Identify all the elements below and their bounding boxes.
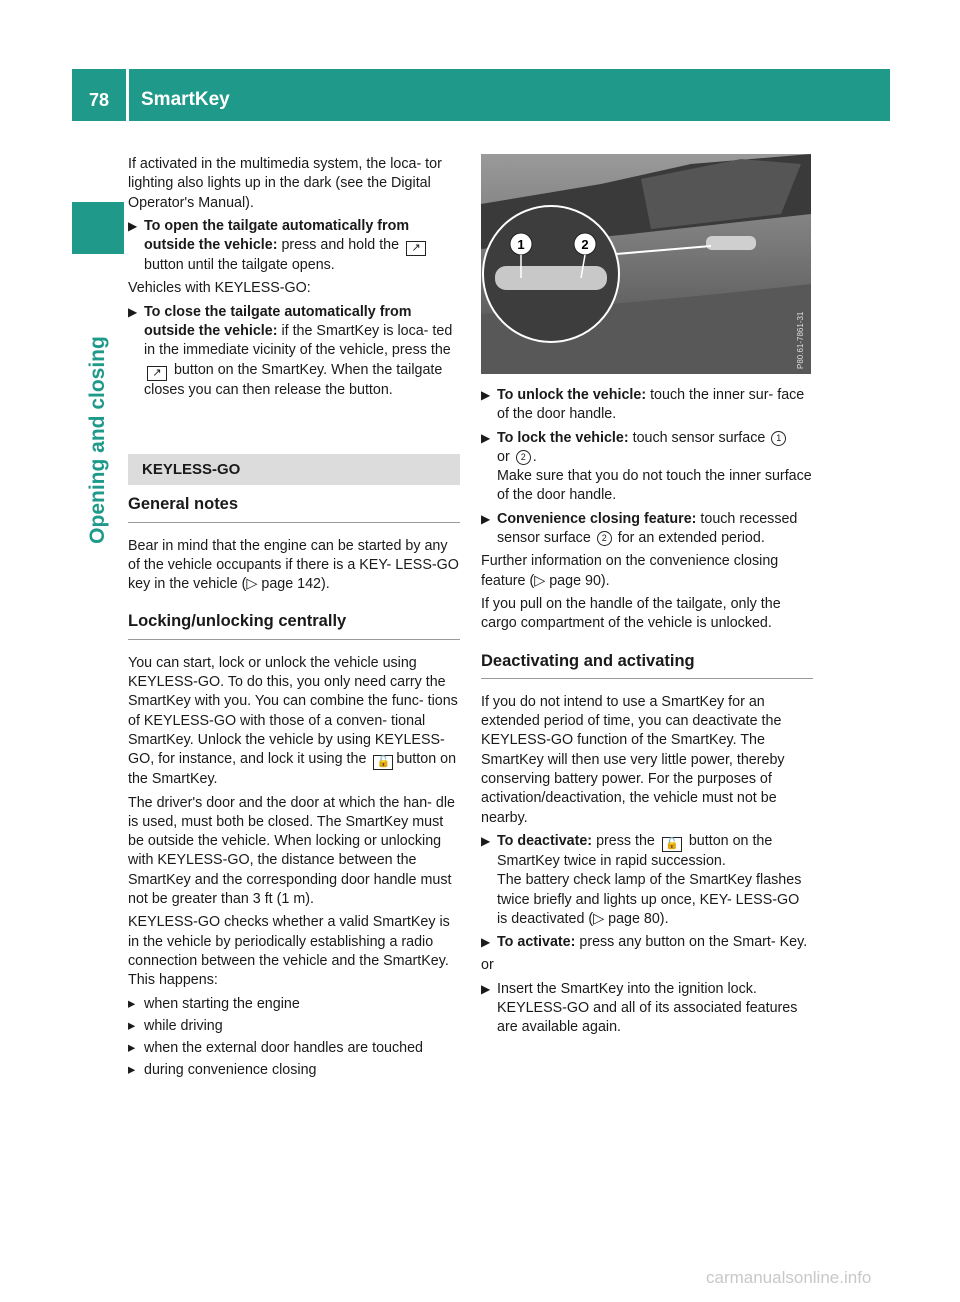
car-door-illustration	[481, 154, 811, 374]
page-title: SmartKey	[141, 89, 230, 110]
left-column	[128, 155, 460, 1084]
callout-2-icon: 2	[516, 450, 531, 465]
step-activate: ▶ To activate: press any button on the Smart- Key.	[481, 934, 808, 951]
tailgate-icon: ↗	[147, 366, 167, 381]
section-label: Opening and closing	[86, 336, 109, 544]
callout-1: 1	[517, 237, 525, 252]
list-item: ▸ when the external door handles are touched	[128, 1039, 460, 1058]
door-handle-photo	[481, 154, 811, 374]
step-text: button until the tailgate opens.	[144, 257, 335, 274]
callout-2: 2	[581, 237, 589, 252]
tailgate-note: If you pull on the handle of the tailgate, only the cargo compartment of the vehicle is unlocked.	[481, 595, 781, 632]
bullet-icon: ▸	[128, 1062, 136, 1079]
bullet-icon: ▸	[128, 995, 136, 1012]
vehicles-note: Vehicles with KEYLESS-GO:	[128, 280, 311, 297]
arrow-right-icon: ▶	[481, 981, 491, 996]
list-item: ▸ when starting the engine	[128, 995, 460, 1014]
general-text: Bear in mind that the engine can be started by any of the vehicle occupants if there is a KEY- LESS-GO key in the vehicle (▷ page 142).	[128, 537, 459, 593]
step-bold: To close the tailgate automatically from outside the vehicle:	[144, 303, 412, 340]
step-unlock: ▶ To unlock the vehicle: touch the inner sur- face of the door handle.	[481, 387, 805, 423]
arrow-right-icon: ▶	[481, 388, 491, 402]
page-ref-triangle-icon: ▷	[246, 576, 262, 593]
page-ref-triangle-icon: ▷	[593, 910, 609, 927]
arrow-right-icon: ▶	[128, 218, 138, 233]
list-item: ▸ during convenience closing	[128, 1061, 460, 1080]
photo-code: P80.61-7861-31	[796, 311, 805, 369]
step-text: press and hold the	[281, 237, 400, 254]
locking-text-2: The driver's door and the door at which the han- dle is used, must both be closed. The SmartKey must be outside the vehicle. When locking or unlocking with KEYLESS-GO, the distance between the SmartKey and the corresponding door handle must not be greater than 3 ft (1 m).	[128, 794, 455, 908]
section-tab	[72, 202, 124, 254]
right-column	[481, 386, 813, 1042]
step-open-tailgate	[128, 217, 460, 276]
step-convenience: ▶ Convenience closing feature: touch recessed sensor surface 2 for an extended period.	[481, 510, 798, 547]
arrow-right-icon: ▶	[481, 833, 491, 848]
callout-1-icon: 1	[771, 431, 786, 446]
bullet-icon: ▸	[128, 1040, 136, 1057]
header-divider	[126, 69, 129, 121]
locking-text-1: You can start, lock or unlock the vehicle using KEYLESS-GO. To do this, you only need carry the SmartKey with you. You can combine the func- tions of KEYLESS-GO with those of a conven- tional SmartKey. Unlock the vehicle by using KEYLESS-GO, for instance, and lock it using the 🔓 button on the SmartKey.	[128, 654, 458, 788]
page-number: 78	[88, 90, 110, 110]
bullet-icon: ▸	[128, 1017, 136, 1034]
heading-general-notes: General notes	[128, 495, 460, 522]
page-ref-triangle-icon: ▷	[534, 572, 550, 589]
lock-icon: 🔓	[373, 755, 393, 770]
arrow-right-icon: ▶	[128, 304, 138, 319]
step-deactivate: ▶ To deactivate: press the 🔓 button on the SmartKey twice in rapid succession. The battery check lamp of the SmartKey flashes twice briefly and lights up once, KEY- LESS-GO is deactivated (▷ page 80).	[481, 832, 802, 927]
section-label-wrap	[78, 270, 118, 610]
intro-text: If activated in the multimedia system, the loca- tor lighting also lights up in the dark (see the Digital Operator's Manual).	[128, 156, 442, 211]
or-text: or	[481, 957, 494, 974]
step-bold: To open the tailgate automatically from outside the vehicle:	[144, 217, 410, 254]
step-close-tailgate	[128, 303, 460, 400]
heading-deactivating: Deactivating and activating	[481, 652, 813, 679]
heading-locking: Locking/unlocking centrally	[128, 612, 460, 639]
footer-watermark: carmanualsonline.info	[706, 1268, 872, 1287]
step-text: button on the SmartKey. When the tailgate closes you can then release the button.	[144, 361, 443, 398]
step-insert: ▶ Insert the SmartKey into the ignition lock. KEYLESS-GO and all of its associated features are available again.	[481, 980, 798, 1036]
deact-text: If you do not intend to use a SmartKey for an extended period of time, you can deactivate the KEYLESS-GO function of the SmartKey. The SmartKey will then use very little power, thereby conserving battery power. For the purposes of activation/deactivation, the vehicle must not be nearby.	[481, 693, 785, 826]
locking-text-3: KEYLESS-GO checks whether a valid SmartKey is in the vehicle by periodically establishing a radio connection between the vehicle and the SmartKey. This happens:	[128, 914, 450, 989]
step-lock: ▶ To lock the vehicle: touch sensor surface 1 or 2 . Make sure that you do not touch the inner surface of the door handle.	[481, 429, 812, 504]
section-heading-keyless: KEYLESS-GO	[128, 454, 460, 485]
list-item: ▸ while driving	[128, 1017, 460, 1036]
arrow-right-icon: ▶	[481, 935, 491, 950]
arrow-right-icon: ▶	[481, 430, 491, 445]
further-info: Further information on the convenience closing feature (▷ page 90).	[481, 553, 779, 589]
step-text: if the SmartKey is loca- ted in the immediate vicinity of the vehicle, press the	[144, 323, 453, 359]
tailgate-icon: ↗	[406, 241, 426, 256]
lock-icon: 🔓	[662, 837, 682, 852]
arrow-right-icon: ▶	[481, 511, 491, 526]
callout-2-icon: 2	[597, 531, 612, 546]
